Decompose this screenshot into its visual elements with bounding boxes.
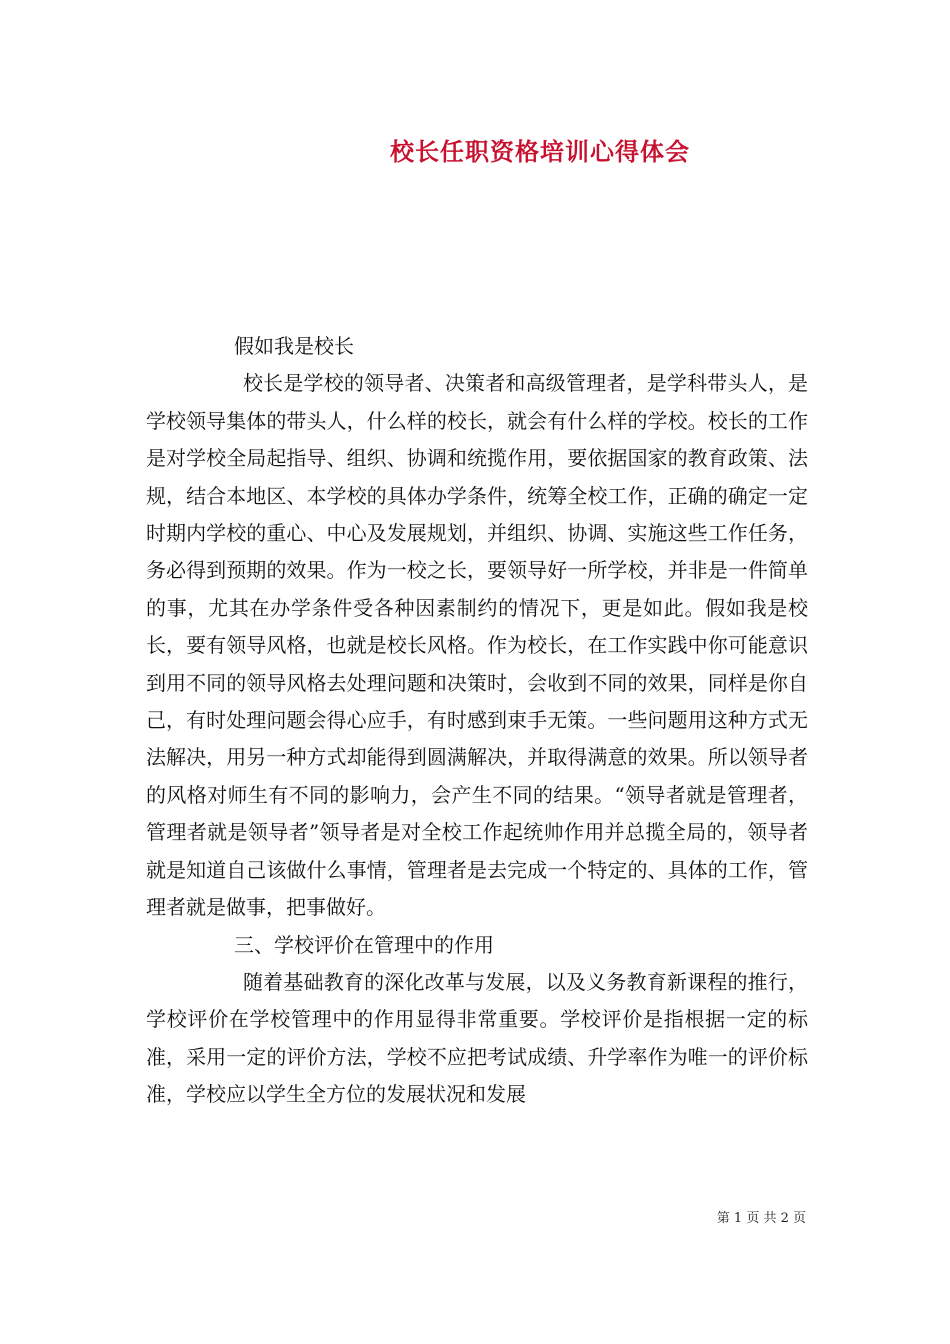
paragraph-principal-role: 校长是学校的领导者、决策者和高级管理者，是学科带头人，是学校领导集体的带头人，什么样的校长，就会有什么样的学校。校长的工作是对学校全局起指导、组织、协调和统揽作用，要依据国家的教育政策、法规，结合本地区、本学校的具体办学条件，统筹全校工作，正确的确定一定时期内学校的重心、中心及发展规划，并组织、协调、实施这些工作任务，务必得到预期的效果。作为一校之长，要领导好一所学校，并非是一件简单的事，尤其在办学条件受各种因素制约的情况下，更是如此。假如我是校长，要有领导风格，也就是校长风格。作为校长，在工作实践中你可能意识到用不同的领导风格去处理问题和决策时，会收到不同的效果，同样是你自己，有时处理问题会得心应手，有时感到束手无策。一些问题用这种方式无法解决，用另一种方式却能得到圆满解决，并取得满意的效果。所以领导者的风格对师生有不同的影响力，会产生不同的结果。“领导者就是管理者，管理者就是领导者”领导者是对全校工作起统帅作用并总揽全局的，领导者就是知道自己该做什么事情，管理者是去完成一个特定的、具体的工作，管理者就是做事，把事做好。 — [146, 371, 808, 920]
page-number-footer: 第 1 页 共 2 页 — [716, 1211, 806, 1226]
document-title: 校长任职资格培训心得体会 — [390, 137, 690, 166]
document-body — [146, 328, 808, 1114]
paragraph-school-evaluation: 随着基础教育的深化改革与发展，以及义务教育新课程的推行，学校评价在学校管理中的作用显得非常重要。学校评价是指根据一定的标准，采用一定的评价方法，学校不应把考试成绩、升学率作为唯一的评价标准，学校应以学生全方位的发展状况和发展 — [146, 969, 808, 1107]
section-heading-school-evaluation: 三、学校评价在管理中的作用 — [234, 932, 494, 957]
section-heading-if-i-were-principal: 假如我是校长 — [234, 334, 354, 358]
